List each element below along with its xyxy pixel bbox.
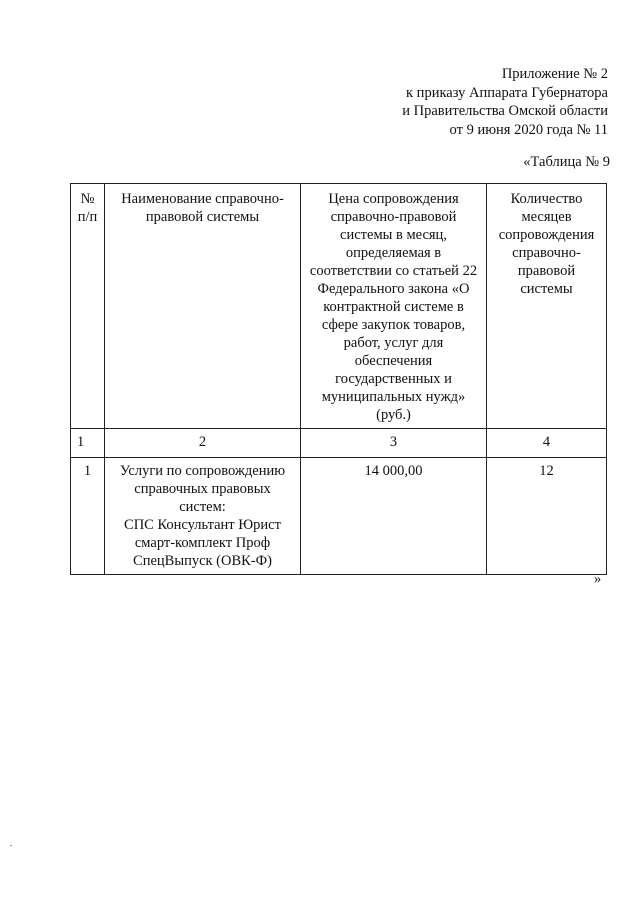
header-text: системы в месяц,	[340, 227, 447, 243]
header-text: соответствии со статьей 22	[309, 263, 478, 279]
header-text: правовой системы	[145, 209, 260, 225]
header-line: Приложение № 2	[501, 66, 608, 82]
header-cell-number	[71, 184, 105, 429]
service-name-text: Услуги по сопровождению	[119, 463, 286, 479]
price-cell: 14 000,00	[301, 458, 487, 575]
service-name-text: систем:	[179, 499, 226, 515]
row-number-cell: 1	[71, 458, 105, 575]
header-cell-months	[487, 184, 607, 429]
column-number-cell: 3	[301, 429, 487, 458]
header-text: государственных и	[335, 371, 452, 387]
closing-quote: »	[594, 571, 602, 587]
header-line: к приказу Аппарата Губернатора	[406, 84, 608, 101]
header-text: Количество	[510, 191, 583, 207]
scan-speck	[10, 845, 12, 846]
header-text: определяемая в	[345, 245, 442, 261]
header-text: работ, услуг для	[343, 335, 444, 351]
header-text: справочно-	[512, 245, 581, 261]
header-cell-name	[105, 184, 301, 429]
header-text: системы	[520, 281, 573, 297]
table-row	[71, 458, 607, 575]
header-text: (руб.)	[376, 407, 411, 423]
header-text: сфере закупок товаров,	[321, 317, 466, 333]
header-text: №	[80, 191, 95, 207]
header-text: обеспечения	[354, 353, 433, 369]
column-number-cell: 1	[71, 429, 105, 458]
column-number-cell: 4	[487, 429, 607, 458]
header-text: месяцев	[521, 209, 572, 225]
header-text: Цена сопровождения	[328, 191, 459, 207]
service-name-text: СпецВыпуск (ОВК-Ф)	[133, 553, 272, 569]
service-name-cell	[105, 458, 301, 575]
months-cell: 12	[487, 458, 607, 575]
header-text: справочно-правовой	[330, 209, 457, 225]
table-label: «Таблица № 9	[523, 154, 610, 170]
header-text: Федерального закона «О	[317, 281, 470, 297]
service-name-text: смарт-комплект Проф	[134, 535, 271, 551]
header-line: от 9 июня 2020 года № 11	[449, 121, 608, 138]
header-text: контрактной системе в	[323, 299, 464, 315]
service-name-text: справочных правовых	[134, 481, 271, 497]
header-text: муниципальных нужд»	[321, 389, 466, 405]
table-header-row	[71, 184, 607, 429]
service-name-text: СПС Консультант Юрист	[124, 517, 281, 533]
column-number-row	[71, 429, 607, 458]
document-header	[288, 65, 608, 139]
services-table	[70, 183, 607, 575]
header-text: п/п	[77, 209, 98, 225]
header-text: сопровождения	[498, 227, 595, 243]
header-cell-price	[301, 184, 487, 429]
header-line: и Правительства Омской области	[402, 103, 608, 119]
header-text: правовой	[517, 263, 576, 279]
header-text: Наименование справочно-	[121, 191, 284, 207]
column-number-cell: 2	[105, 429, 301, 458]
